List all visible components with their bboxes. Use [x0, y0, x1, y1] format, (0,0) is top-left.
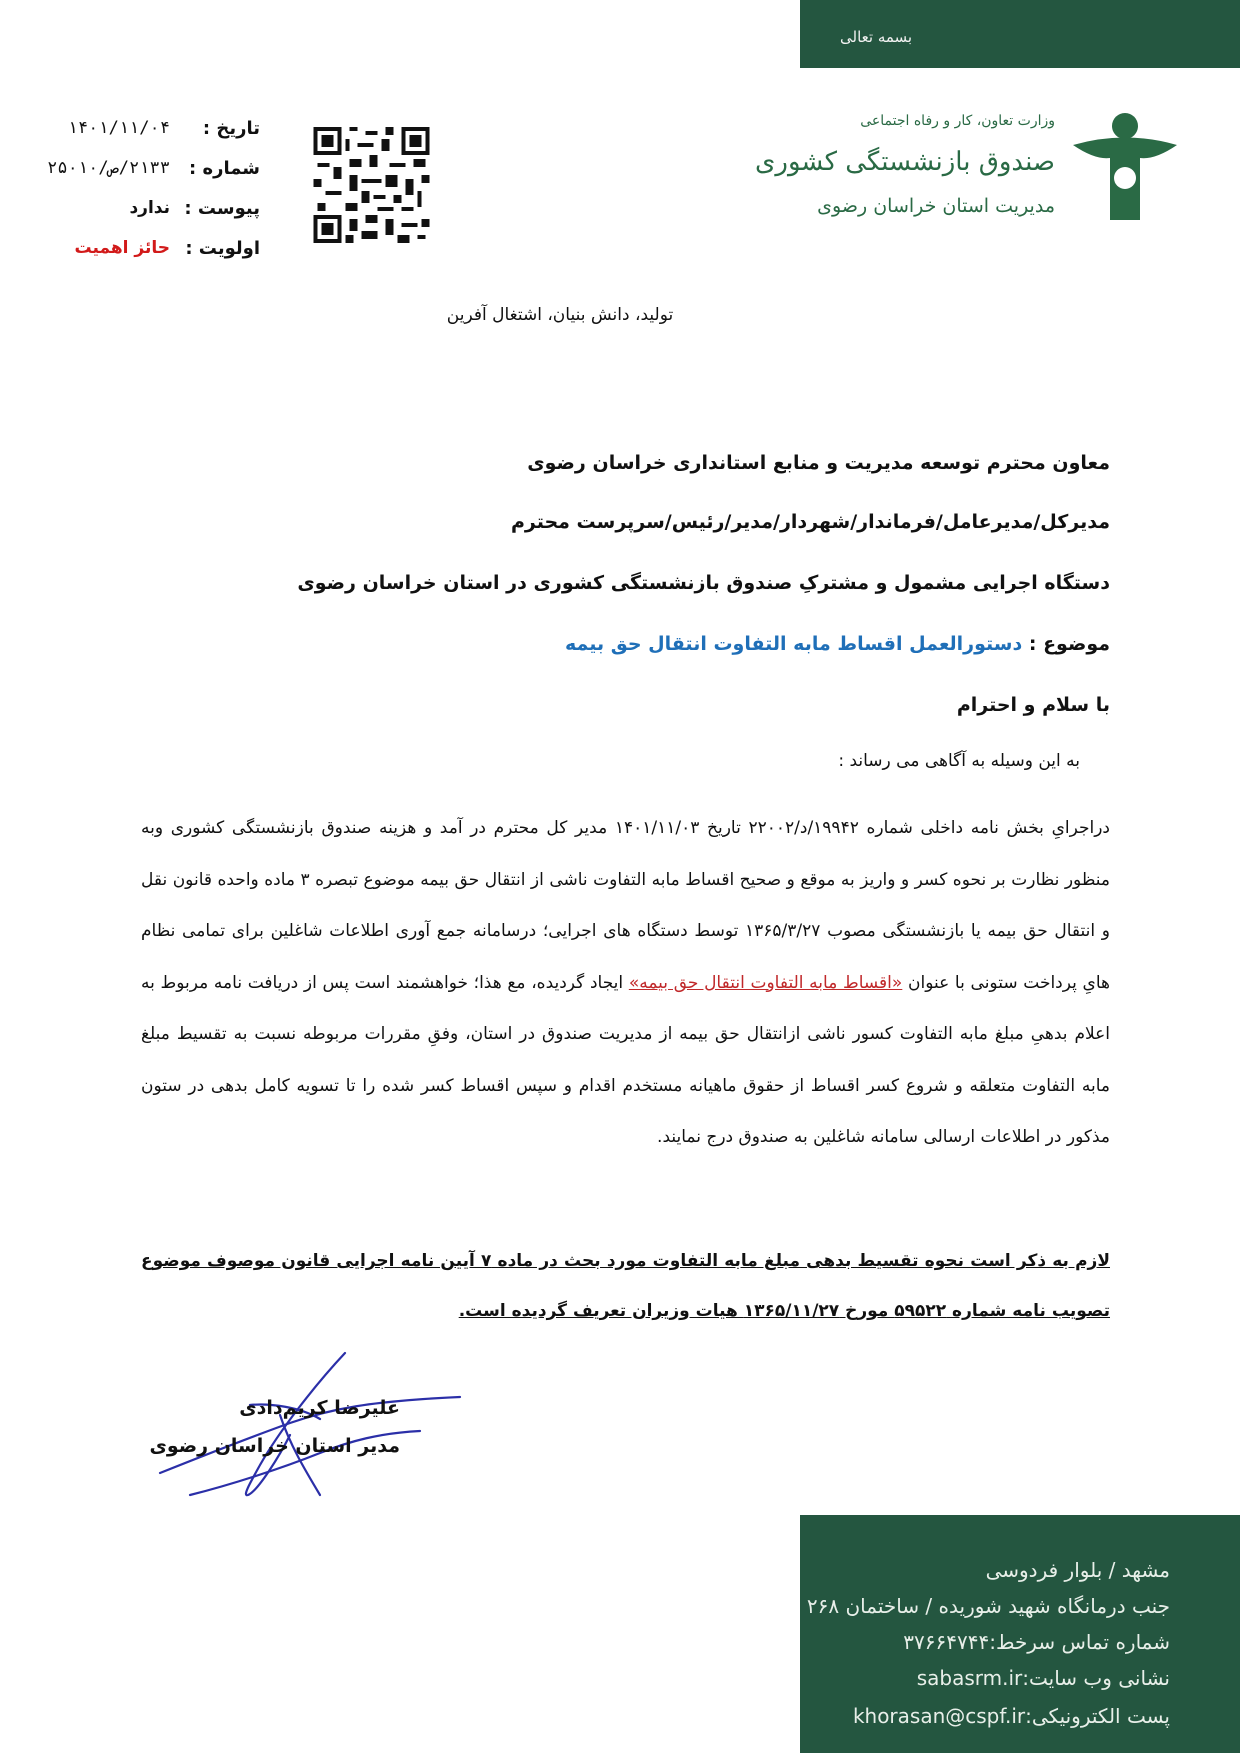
- subject-value: دستورالعمل اقساط مابه التفاوت انتقال حق بیمه: [564, 633, 1023, 655]
- note-paragraph: لازم به ذکر است نحوه تقسیط بدهی مبلغ مابه التفاوت مورد بحث در ماده ۷ آیین نامه اجرایی قانون موصوف موضوع تصویب نامه شماره ۵۹۵۲۲ مورخ ۱۳۶۵/۱۱/۲۷ هیات وزیران تعریف گردیده است.: [141, 1251, 1110, 1321]
- recipient-line-2: مدیرکل/مدیرعامل/فرماندار/شهردار/مدیر/رئیس/سرپرست محترم: [510, 511, 1110, 533]
- attachment-value: ندارد: [129, 198, 170, 218]
- date-label: تاریخ :: [202, 118, 260, 139]
- bismillah-text: بسمه تعالی: [840, 28, 913, 46]
- body-paragraph: [141, 803, 1110, 1164]
- subject-label: موضوع :: [1028, 633, 1110, 655]
- fund-emblem-icon: [1065, 100, 1185, 230]
- date-value: ۱۴۰۱/۱۱/۰۴: [67, 118, 170, 138]
- logo-office: مدیریت استان خراسان رضوی: [817, 195, 1055, 217]
- body-highlight: «اقساط مابه التفاوت انتقال حق بیمه»: [628, 972, 903, 993]
- signer-title: مدیر استان خراسان رضوی: [149, 1435, 400, 1457]
- letter-meta: [20, 112, 260, 272]
- footer-phone: شماره تماس سرخط:۳۷۶۶۴۷۴۴: [903, 1630, 1170, 1654]
- attachment-row: [20, 192, 260, 232]
- body-part-2: ایجاد گردیده، مع هذا؛ خواهشمند است پس از دریافت نامه مربوط به اعلام بدهیِ مبلغ مابه التفاوت کسور ناشی ازانتقال حق بیمه از مدیریت صندوق در استان، وفقِ مقررات مربوطه نسبت به تقسیط مبلغ مابه التفاوت متعلقه و شروع کسر اقساط از حقوق ماهیانه مستخدم اقدام و سپس اقساط کسر شده را تا تسویه کامل بدهی در ستون مذکور در اطلاعات ارسالی سامانه شاغلین به صندوق درج نمایند.: [141, 972, 1110, 1147]
- attachment-label: پیوست :: [184, 198, 260, 219]
- handwritten-signature-icon: [130, 1345, 470, 1515]
- body-part-1: دراجرایِ بخش نامه داخلی شماره ۱۹۹۴۲/د/۲۲۰۰۲ تاریخ ۱۴۰۱/۱۱/۰۳ مدیر کل محترم در آمد و هزینه صندوق بازنشستگی کشوری وبه منظور نظارت بر نحوه کسر و واریز به موقع و صحیح اقساط مابه التفاوت ناشی از انتقال حق بیمه موضوع تبصره ۳ ماده واحده قانون نقل و انتقال حق بیمه یا بازنشستگی مصوب ۱۳۶۵/۳/۲۷ توسط دستگاه های اجرایی؛ درسامانه جمع آوری اطلاعات شاغلین برای تمامی نظام هایِ پرداخت ستونی با عنوان: [141, 818, 1110, 993]
- header-banner: [800, 0, 1240, 68]
- footer-address-2: جنب درمانگاه شهید شوریده / ساختمان ۲۶۸: [806, 1594, 1170, 1618]
- subject-line: [565, 633, 1110, 655]
- footer-email: پست الکترونیکی:khorasan@cspf.ir: [852, 1704, 1170, 1728]
- number-value: ۲۱۳۳/ص/۲۵۰۱۰: [47, 158, 170, 178]
- priority-label: اولویت :: [185, 238, 260, 259]
- recipient-line-3: دستگاه اجرایی مشمول و مشترکِ صندوق بازنشستگی کشوری در استان خراسان رضوی: [297, 572, 1110, 594]
- fund-logo: [755, 95, 1190, 265]
- signature-block: [130, 1345, 470, 1515]
- logo-fund: صندوق بازنشستگی کشوری: [755, 147, 1055, 177]
- priority-value: حائز اهمیت: [74, 238, 170, 258]
- date-row: [20, 112, 260, 152]
- intro-text: به این وسیله به آگاهی می رساند :: [838, 751, 1080, 771]
- recipient-line-1: معاون محترم توسعه مدیریت و منابع استانداری خراسان رضوی: [527, 452, 1110, 474]
- number-label: شماره :: [189, 158, 260, 179]
- footer-contact: [800, 1515, 1240, 1753]
- priority-row: [20, 232, 260, 272]
- footer-address-1: مشهد / بلوار فردوسی: [985, 1558, 1170, 1582]
- slogan: تولید، دانش بنیان، اشتغال آفرین: [446, 305, 674, 325]
- greeting: با سلام و احترام: [956, 694, 1110, 716]
- number-row: [20, 152, 260, 192]
- footer-website: نشانی وب سایت:sabasrm.ir: [916, 1666, 1170, 1690]
- qr-code-icon: [313, 127, 430, 243]
- logo-ministry: وزارت تعاون، کار و رفاه اجتماعی: [860, 113, 1055, 129]
- signer-name: علیرضا کریم‌دادی: [239, 1397, 400, 1419]
